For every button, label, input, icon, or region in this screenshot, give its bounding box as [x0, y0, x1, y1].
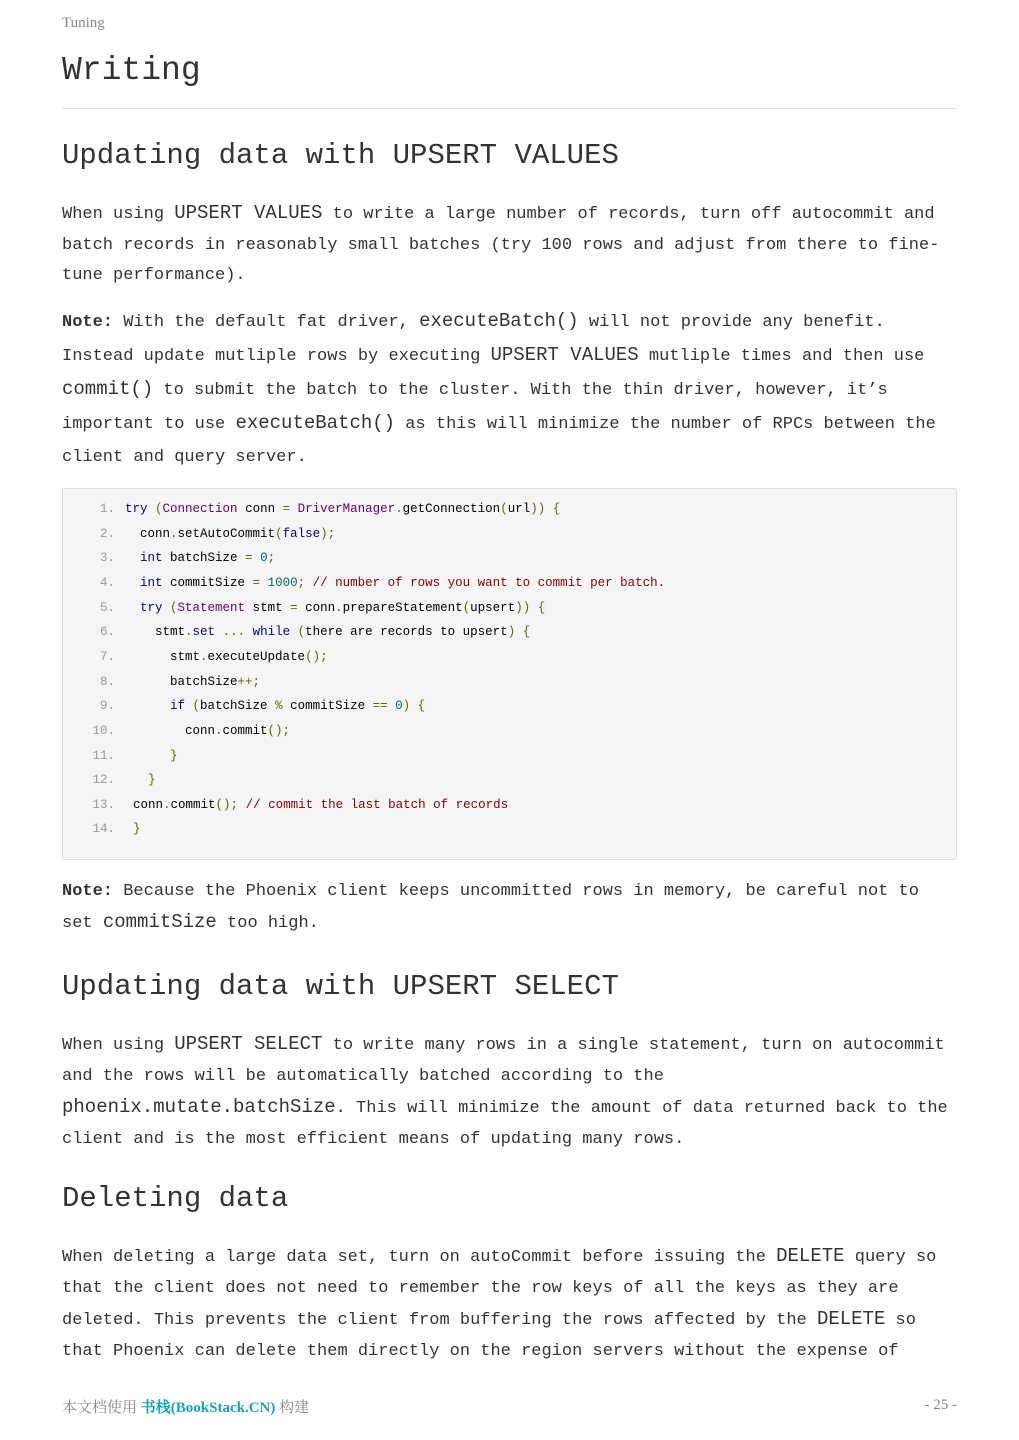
code-line: 8. batchSize++; — [63, 672, 115, 692]
line-number: 1. — [99, 502, 115, 516]
code-line: 7. stmt.executeUpdate(); — [63, 647, 115, 667]
paragraph-upsert-values: When using UPSERT VALUES to write a large number of records, turn off autocommit and batch records in reasonably small batches (try 100 rows and adjust from there to fine-tune performance). — [62, 202, 940, 285]
code-line: 14. } — [63, 819, 115, 839]
page-title: Writing — [62, 52, 201, 89]
paragraph-deleting-data: When deleting a large data set, turn on autoCommit before issuing the DELETE query so that the client does not need to remember the row keys of all the keys as they are deleted. This prevents the client from buffering the rows affected by the DELETE so that Phoenix can delete them directly on the region servers without the expense of — [62, 1245, 937, 1362]
section-heading-upsert-select: Updating data with UPSERT SELECT — [62, 970, 619, 1003]
inline-code: DELETE — [776, 1245, 845, 1267]
line-number: 10. — [92, 724, 115, 738]
inline-code: executeBatch() — [419, 310, 579, 332]
footer-credit: 本文档使用 书栈(BookStack.CN) 构建 — [62, 1400, 310, 1416]
page-number: - 25 - — [924, 1397, 957, 1413]
code-line: 11. } — [63, 746, 115, 766]
line-number: 12. — [92, 773, 115, 787]
running-header: Tuning — [62, 15, 105, 31]
line-number: 11. — [92, 749, 115, 763]
code-line: 10. conn.commit(); — [63, 721, 115, 741]
line-number: 14. — [92, 822, 115, 836]
title-divider — [62, 108, 957, 109]
line-number: 3. — [99, 551, 115, 565]
inline-code: commit() — [62, 378, 154, 400]
inline-code: commitSize — [102, 911, 217, 933]
code-line: 13. conn.commit(); // commit the last batch of records — [63, 795, 115, 815]
inline-code: UPSERT SELECT — [174, 1033, 323, 1055]
line-number: 6. — [99, 625, 115, 639]
inline-code: phoenix.mutate.batchSize — [62, 1096, 336, 1119]
code-block — [62, 488, 957, 860]
note-label: Note: — [62, 313, 114, 332]
section-heading-upsert-values: Updating data with UPSERT VALUES — [62, 139, 619, 172]
code-line: 4. int commitSize = 1000; // number of rows you want to commit per batch. — [63, 573, 115, 593]
inline-code: DELETE — [816, 1308, 886, 1331]
line-number: 13. — [92, 798, 115, 812]
code-line: 5. try (Statement stmt = conn.prepareStatement(upsert)) { — [63, 598, 115, 618]
code-line: 3. int batchSize = 0; — [63, 548, 115, 568]
line-number: 8. — [99, 675, 115, 689]
code-line: 1. try (Connection conn = DriverManager.getConnection(url)) { — [63, 499, 115, 519]
inline-code: UPSERT VALUES — [490, 344, 639, 366]
inline-code: UPSERT VALUES — [174, 202, 323, 224]
inline-code: executeBatch() — [235, 412, 396, 434]
note-commit-size: Note: Because the Phoenix client keeps uncommitted rows in memory, be careful not to set commitSize too high. — [62, 882, 919, 933]
line-number: 4. — [99, 576, 115, 590]
line-number: 7. — [99, 650, 115, 664]
code-line: 12. } — [63, 770, 115, 790]
line-number: 9. — [99, 699, 115, 713]
note-execute-batch: Note: With the default fat driver, executeBatch() will not provide any benefit. Instead update mutliple rows by executing UPSERT VALUES mutliple times and then use commit() to submit the batch to the cluster. With the thin driver, however, it’s important to use executeBatch() as this will minimize the number of RPCs between the client and query server. — [62, 310, 936, 467]
code-line: 2. conn.setAutoCommit(false); — [63, 524, 115, 544]
note-label: Note: — [62, 882, 114, 901]
section-heading-deleting-data: Deleting data — [62, 1182, 289, 1215]
paragraph-upsert-select: When using UPSERT SELECT to write many rows in a single statement, turn on autocommit and the rows will be automatically batched according to the phoenix.mutate.batchSize. This will minimize the amount of data returned back to the client and is the most efficient means of updating many rows. — [62, 1033, 948, 1150]
line-number: 5. — [99, 601, 115, 615]
code-line: 9. if (batchSize % commitSize == 0) { — [63, 696, 115, 716]
line-number: 2. — [99, 527, 115, 541]
bookstack-link[interactable]: 书栈(BookStack.CN) — [140, 1400, 276, 1416]
code-line: 6. stmt.set ... while (there are records to upsert) { — [63, 622, 115, 642]
